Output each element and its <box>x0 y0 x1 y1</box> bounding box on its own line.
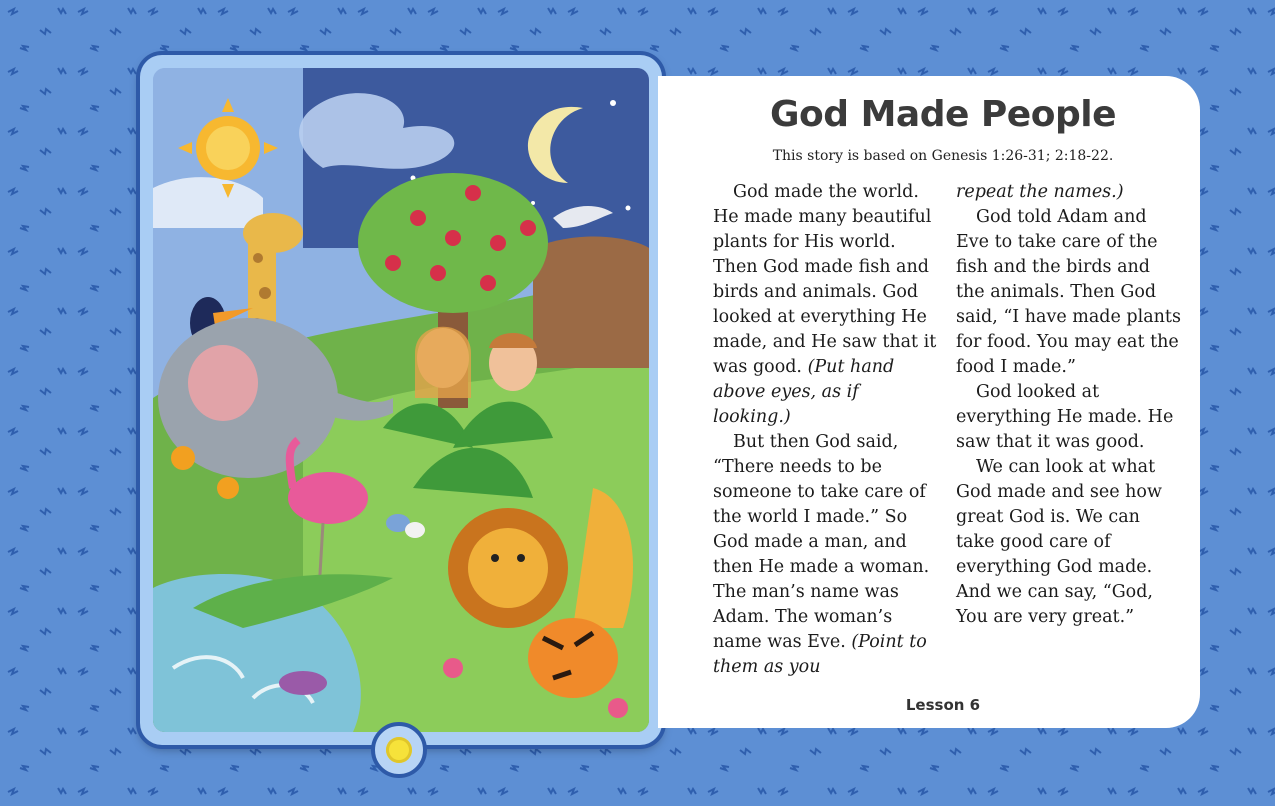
tiger-icon <box>528 618 618 698</box>
action-note: repeat the names.) <box>956 182 1124 202</box>
story-title: God Made People <box>770 94 1116 135</box>
story-column-left <box>713 180 939 680</box>
adam-icon <box>489 333 537 391</box>
action-note: (Point to them as you <box>713 632 927 677</box>
story-paragraph: God made the world. He made many beautiful plants for His world. Then God made fish and birds and animals. God looked at everything He made, and He saw that it was good. (Put hand above eyes, as if looking.) <box>713 182 937 427</box>
story-paragraph: We can look at what God made and see how great God is. We can take good care of everything God made. And we can say, “God, You are very great.” <box>956 457 1162 627</box>
story-card <box>658 76 1200 728</box>
illustration-frame <box>140 55 662 745</box>
story-paragraph <box>956 180 1182 205</box>
frame-knob <box>371 722 427 778</box>
story-column-right <box>956 180 1182 630</box>
story-paragraph: God told Adam and Eve to take care of the fish and the birds and the animals. Then God said, “I have made plants for food. You may eat the food I made.” <box>956 207 1181 377</box>
eve-icon <box>415 327 471 398</box>
story-subtitle: This story is based on Genesis 1:26-31; 2:18-22. <box>772 148 1114 164</box>
story-paragraph: But then God said, “There needs to be someone to take care of the world I made.” So God made a man, and then He made a woman. The man’s name was Adam. The woman’s name was Eve. (Point to them as you <box>713 432 930 677</box>
story-paragraph: God looked at everything He made. He saw that it was good. <box>956 382 1174 452</box>
action-note: (Put hand above eyes, as if looking.) <box>713 357 895 427</box>
fish-icon <box>279 671 327 695</box>
story-illustration <box>153 68 649 732</box>
knob-dot <box>386 737 412 763</box>
lesson-label: Lesson 6 <box>905 696 981 714</box>
